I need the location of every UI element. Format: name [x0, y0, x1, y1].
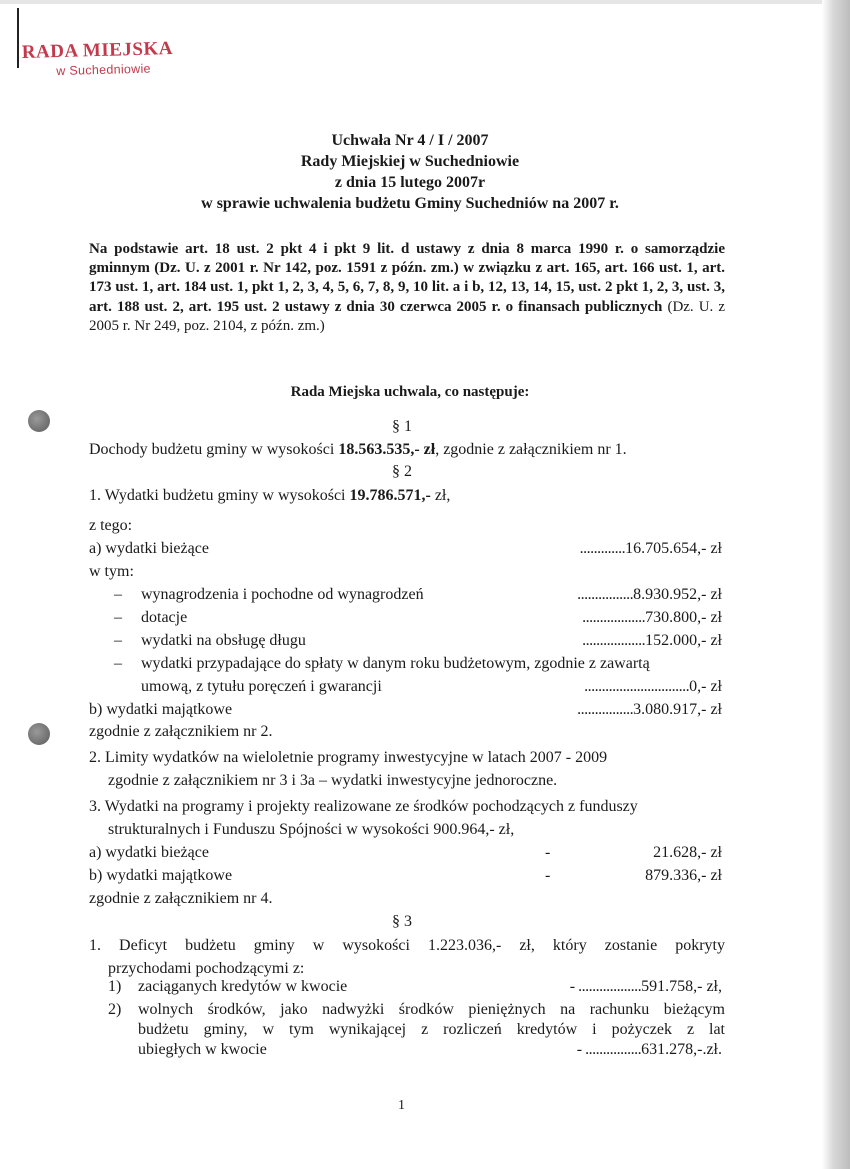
s2-p3b-label: b) wydatki majątkowe [89, 867, 233, 884]
s2-item-2-label: dotacje [141, 609, 188, 626]
s2-p3-line2: strukturalnych i Funduszu Spójności w wysokości 900.964,- zł, [108, 821, 515, 838]
s2-item-4-amount [584, 677, 722, 697]
s2-item-1-dots: ................ [577, 586, 634, 603]
s2-item-4-value: 0,- zł [689, 678, 722, 695]
s2-item-4-label-2: umową, z tytułu poręczeń i gwarancji [141, 678, 382, 695]
s3-p1-line1: 1. Deficyt budżetu gminy w wysokości 1.223.036,- zł, który zostanie pokryty [89, 937, 725, 954]
s2-item-4-label: wydatki przypadające do spłaty w danym roku budżetowym, zgodnie z zawartą [141, 655, 650, 672]
s2-p3a-dash: - [545, 844, 551, 861]
section-2-title: § 2 [392, 463, 412, 480]
s2-p3b-value: 879.336,- zł [645, 867, 722, 884]
s1-text-a: Dochody budżetu gminy w wysokości [89, 441, 339, 458]
s2-b-label: b) wydatki majątkowe [89, 701, 233, 718]
stamp-line-2: w Suchedniowie [56, 61, 152, 79]
s2-a-value: 16.705.654,- zł [625, 540, 722, 557]
s2-b-dots: ................ [577, 701, 634, 718]
s2-b-amount [577, 700, 722, 720]
s2-p3-line1: 3. Wydatki na programy i projekty realizowane ze środków pochodzących z funduszy [89, 798, 638, 815]
s2-b-value: 3.080.917,- zł [633, 701, 722, 718]
s1-text-b: , zgodnie z załącznikiem nr 1. [435, 441, 627, 458]
council-stamp [22, 38, 174, 79]
s3-i1-label: zaciąganych kredytów w kwocie [138, 978, 348, 995]
s2-item-1-amount [577, 585, 722, 605]
s2-item-3-dots: .................. [582, 632, 646, 649]
s2-a-dots: ............. [579, 540, 626, 557]
header-line-2: Rady Miejskiej w Suchedniowie [300, 153, 520, 170]
section-3-title: § 3 [392, 913, 412, 930]
s2-p1 [89, 486, 450, 506]
resolves-heading: Rada Miejska uchwala, co następuje: [290, 384, 530, 400]
s2-p2-line2: zgodnie z załącznikiem nr 3 i 3a – wydatki inwestycyjne jednoroczne. [108, 772, 558, 789]
s3-i2-dots: - ................ [576, 1041, 642, 1058]
s3-i1-amount [570, 977, 722, 997]
legal-basis-bold: Na podstawie art. 18 ust. 2 pkt 4 i pkt 9 lit. d ustawy z dnia 8 marca 1990 r. o samorządzie gminnym (Dz. U. z 2001 r. Nr 142, poz. 1591 z późn. zm.) w związku z art. 165, art. 166 ust. 1, art. 173 ust. 1, art. 184 ust. 1, pkt 1, 2, 3, 4, 5, 6, 7, 8, 9, 10 lit. a i b, 12, 13, 14, 15, ust. 2 pkt 1, 2, 3, ust. 3, art. 188 ust. 2, art. 195 ust. 2 ustawy z dnia 30 czerwca 2005 r. o finansach publicznych [89, 241, 725, 315]
s2-p1-b: zł, [430, 487, 451, 504]
header-line-1: Uchwała Nr 4 / I / 2007 [331, 132, 489, 149]
s2-p2-line1: 2. Limity wydatków na wieloletnie programy inwestycyjne w latach 2007 - 2009 [89, 749, 608, 766]
legal-basis-paragraph [89, 240, 725, 336]
s2-item-4-dots: .............................. [584, 678, 690, 695]
s2-item-4-bullet: – [114, 655, 122, 672]
s2-a-amount [580, 539, 722, 559]
s2-p3b-dash: - [545, 867, 551, 884]
punch-hole-bottom [28, 723, 50, 745]
s3-i1-value: 591.758,- zł, [641, 978, 722, 995]
s1-amount: 18.563.535,- zł [338, 441, 436, 458]
section-1-text [89, 440, 627, 460]
s2-item-3-value: 152.000,- zł [645, 632, 722, 649]
s2-item-2-dots: .................. [582, 609, 646, 626]
s2-item-1-bullet: – [114, 586, 122, 603]
scan-top-edge [0, 0, 850, 4]
s3-i2-line1: wolnych środków, jako nadwyżki środków pieniężnych na rachunku bieżącym [138, 1001, 725, 1018]
header-line-4: w sprawie uchwalenia budżetu Gminy Suchedniów na 2007 r. [201, 195, 619, 212]
s3-p1-line2: przychodami pochodzącymi z: [108, 960, 305, 977]
section-1-title: § 1 [392, 418, 412, 435]
s3-i2-value: 631.278,-.zł. [641, 1041, 722, 1058]
s2-item-3-amount [582, 631, 722, 651]
s2-item-3-label: wydatki na obsługę długu [141, 632, 306, 649]
punch-hole-top [28, 410, 50, 432]
scan-left-mark [17, 8, 19, 68]
legal-basis-rest: (Dz. U. z 2005 r. Nr 249, poz. 2104, z późn. zm.) [89, 298, 725, 334]
s3-i2-line3: ubiegłych w kwocie [138, 1041, 267, 1058]
s3-i1-dots: - .................. [569, 978, 642, 995]
s2-item-3-bullet: – [114, 632, 122, 649]
s2-zal2: zgodnie z załącznikiem nr 2. [89, 723, 273, 740]
s3-i1-num: 1) [108, 978, 122, 995]
s2-p1-a: 1. Wydatki budżetu gminy w wysokości [89, 487, 350, 504]
s3-i2-line2: budżetu gminy, w tym wynikającej z rozliczeń kredytów i pożyczek z lat [138, 1021, 725, 1038]
s2-p3a-label: a) wydatki bieżące [89, 844, 209, 861]
s2-p1-amount: 19.786.571,- [349, 487, 431, 504]
s2-zal4: zgodnie z załącznikiem nr 4. [89, 890, 273, 907]
s2-w-tym: w tym: [89, 563, 134, 580]
s3-i2-amount [577, 1040, 722, 1060]
stamp-line-1: RADA MIEJSKA [21, 38, 174, 63]
s2-item-1-label: wynagrodzenia i pochodne od wynagrodzeń [141, 586, 424, 603]
s2-a-label: a) wydatki bieżące [89, 540, 209, 557]
header-line-3: z dnia 15 lutego 2007r [334, 174, 486, 191]
s2-item-1-value: 8.930.952,- zł [633, 586, 722, 603]
page-number: 1 [398, 1098, 405, 1113]
s2-item-2-bullet: – [114, 609, 122, 626]
s2-item-2-amount [582, 608, 722, 628]
resolution-header [0, 130, 820, 214]
scan-right-edge [822, 0, 850, 1169]
s2-p3a-value: 21.628,- zł [653, 844, 722, 861]
s2-z-tego: z tego: [89, 517, 133, 534]
s2-item-2-value: 730.800,- zł [645, 609, 722, 626]
s3-i2-num: 2) [108, 1001, 122, 1018]
